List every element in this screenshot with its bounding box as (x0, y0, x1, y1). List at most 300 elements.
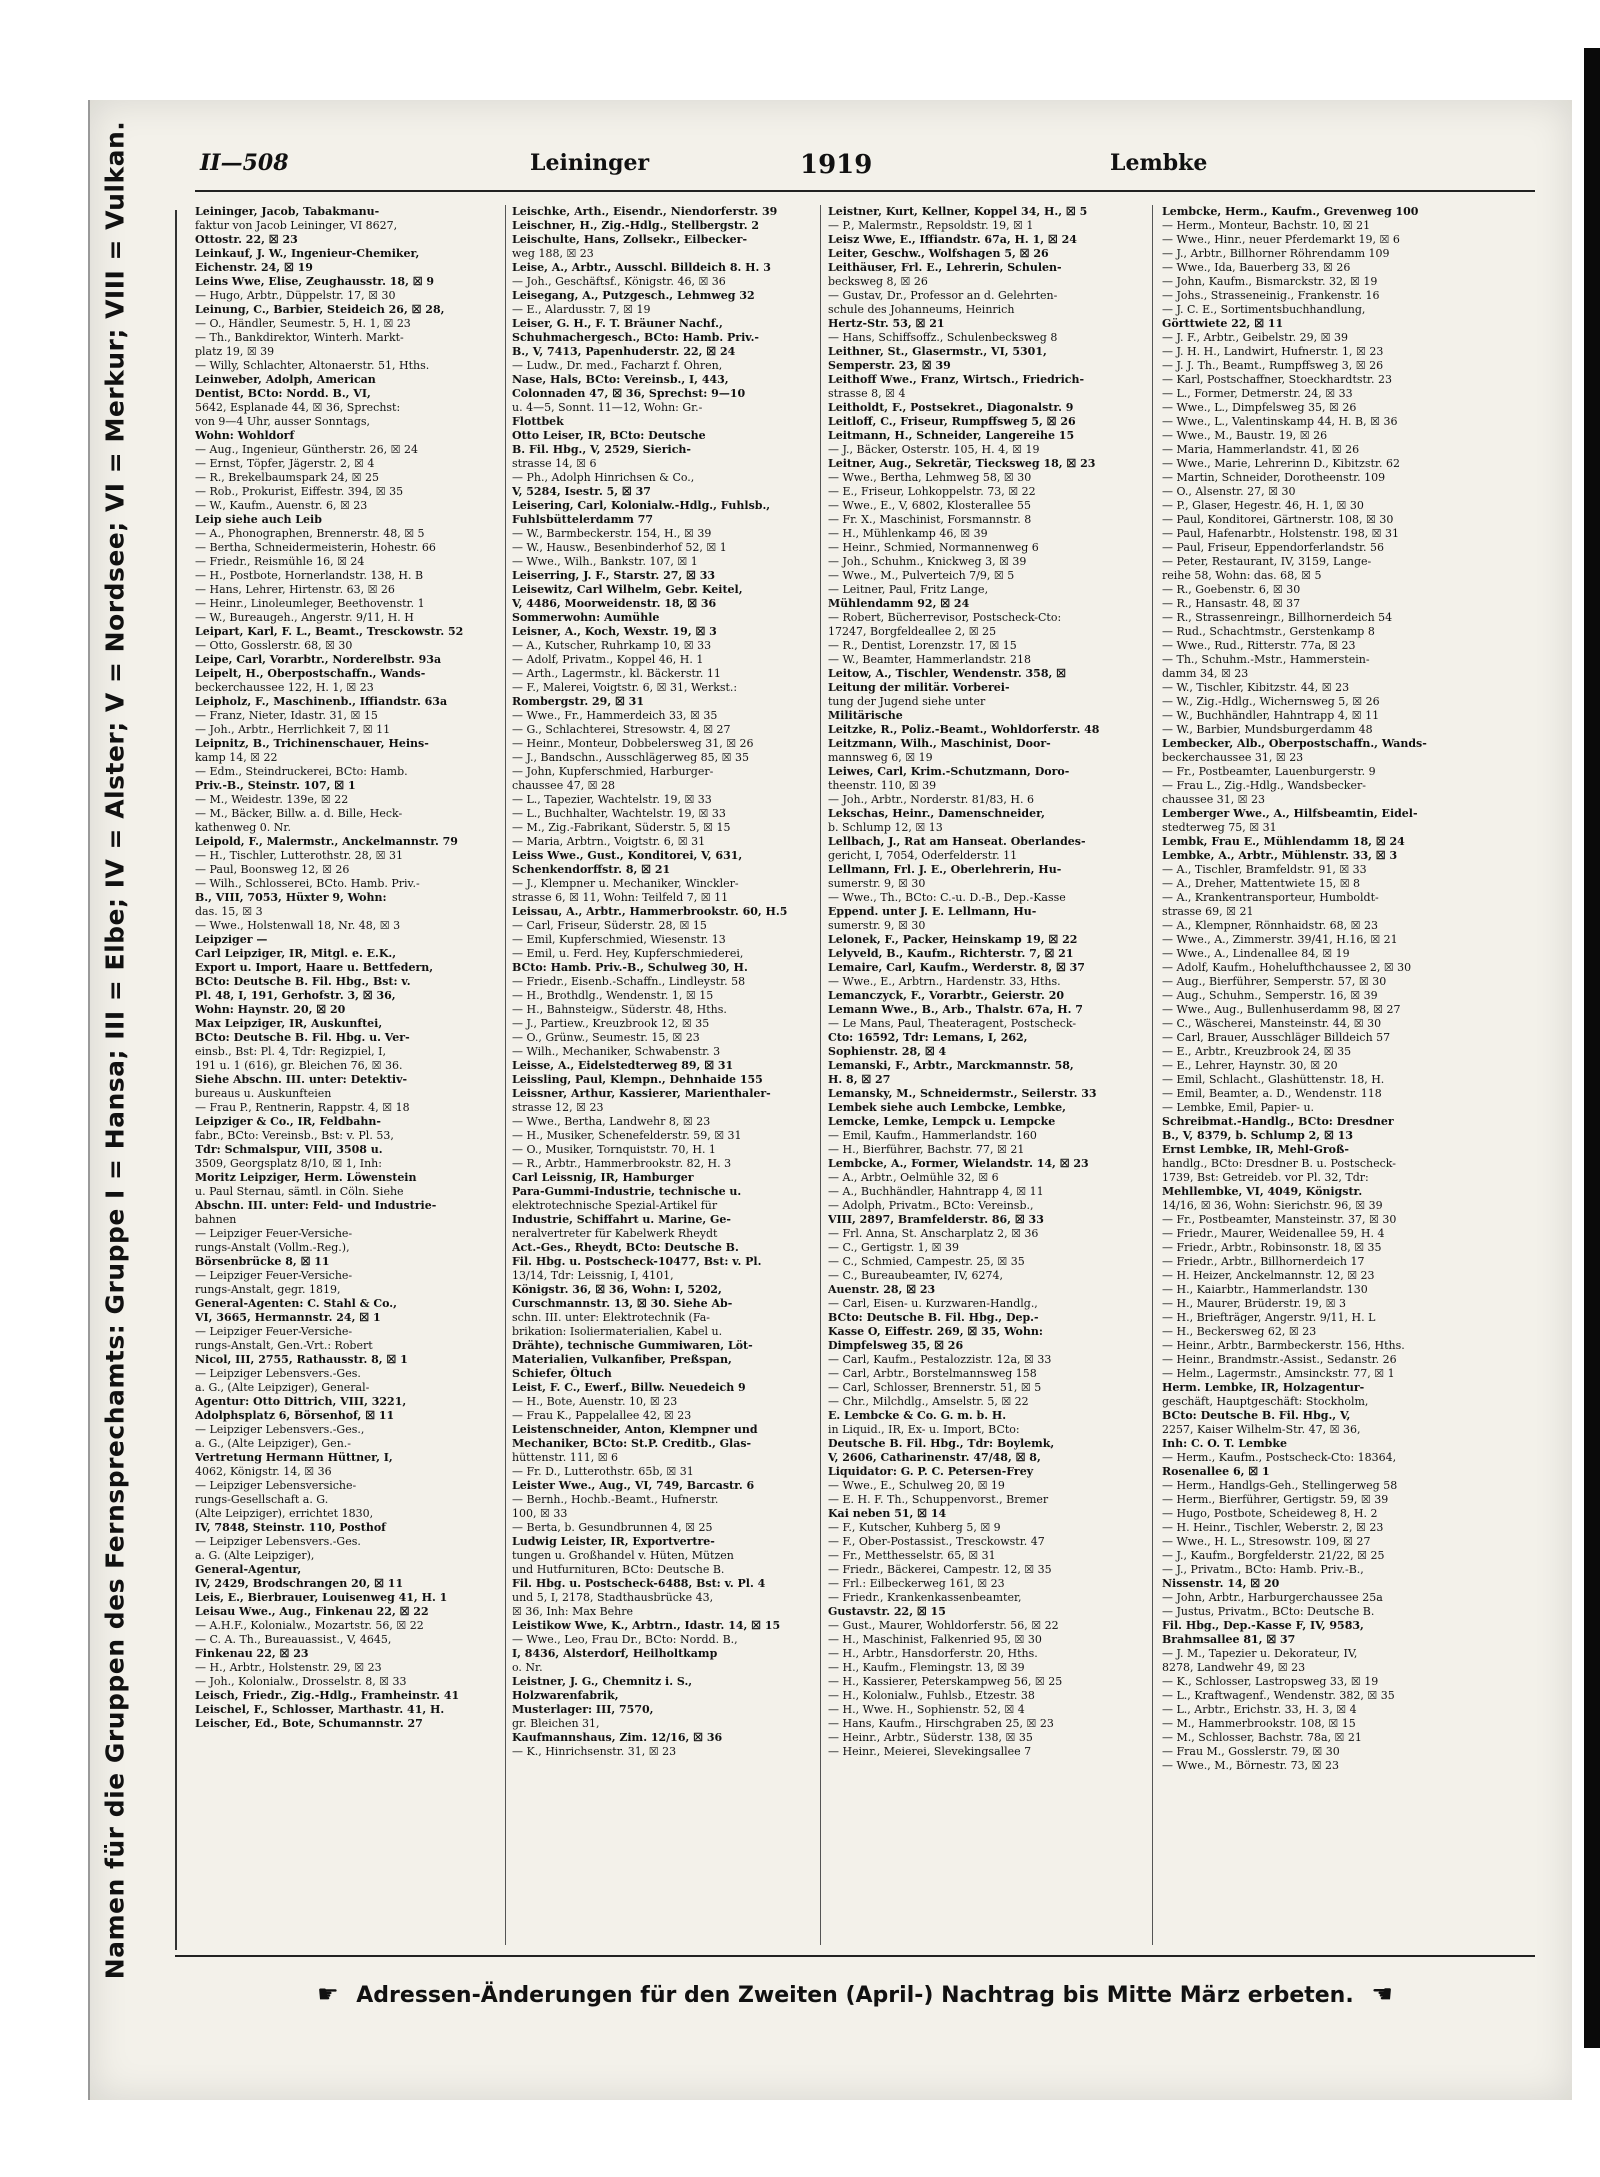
column-4 (1162, 205, 1532, 1945)
directory-entry-line: Leissling, Paul, Klempn., Dehnhaide 155 (512, 1073, 763, 1086)
directory-entry-line: — Maria, Arbtrn., Voigtstr. 6, ☒ 31 (512, 835, 706, 848)
directory-entry-line: — Adolf, Kaufm., Hohelufthchaussee 2, ☒ 30 (1162, 961, 1412, 974)
directory-entry-line: — H., Kaufm., Flemingstr. 13, ☒ 39 (828, 1661, 1025, 1674)
directory-entry-line: — H., Kassierer, Peterskampweg 56, ☒ 25 (828, 1675, 1063, 1688)
directory-entry-line: Deutsche B. Fil. Hbg., Tdr: Boylemk, (828, 1437, 1055, 1450)
directory-entry-line: Materialien, Vulkanfiber, Preßspan, (512, 1353, 732, 1366)
directory-entry-line: — M., Schlosser, Bachstr. 78a, ☒ 21 (1162, 1731, 1362, 1744)
directory-entry-line: E. Lembcke & Co. G. m. b. H. (828, 1409, 1007, 1422)
directory-entry-line: Inh: C. O. T. Lembke (1162, 1437, 1287, 1450)
directory-entry-line: — Aug., Schuhm., Semperstr. 16, ☒ 39 (1162, 989, 1378, 1002)
directory-entry-line: Schreibmat.-Handlg., BCto: Dresdner (1162, 1115, 1394, 1128)
directory-entry-line: — Joh., Geschäftsf., Königstr. 46, ☒ 36 (512, 275, 726, 288)
directory-entry-line: — Ph., Adolph Hinrichsen & Co., (512, 471, 695, 484)
directory-entry-line: Sophienstr. 28, ☒ 4 (828, 1045, 947, 1058)
directory-entry-line: kamp 14, ☒ 22 (195, 751, 278, 764)
column-divider (1152, 205, 1153, 1945)
directory-entry-line: — O., Grünw., Seumestr. 15, ☒ 23 (512, 1031, 700, 1044)
directory-entry-line: Carl Leipziger, IR, Mitgl. e. E.K., (195, 947, 397, 960)
directory-entry-line: Leisering, Carl, Kolonialw.-Hdlg., Fuhlsb., (512, 499, 771, 512)
directory-entry-line: Ludwig Leister, IR, Exportvertre- (512, 1535, 715, 1548)
directory-entry-line: — Leipziger Feuer-Versiche- (195, 1325, 353, 1338)
directory-entry-line: Leissau, A., Arbtr., Hammerbrookstr. 60, H.5 (512, 905, 788, 918)
directory-entry-line: Leipelt, H., Oberpostschaffn., Wands- (195, 667, 426, 680)
directory-entry-line: — H., Bote, Auenstr. 10, ☒ 23 (512, 1395, 678, 1408)
directory-entry-line: a. G. (Alte Leipziger), (195, 1549, 315, 1562)
directory-entry-line: — Heinr., Brandmstr.-Assist., Sedanstr. 26 (1162, 1353, 1397, 1366)
directory-entry-line: — H., Postbote, Hornerlandstr. 138, H. B (195, 569, 424, 582)
directory-entry-line: Leitner, Aug., Sekretär, Tiecksweg 18, ☒ 23 (828, 457, 1096, 470)
directory-entry-line: weg 188, ☒ 23 (512, 247, 594, 260)
directory-entry-line: Hertz-Str. 53, ☒ 21 (828, 317, 945, 330)
directory-entry-line: — H., Beckersweg 62, ☒ 23 (1162, 1325, 1317, 1338)
directory-entry-line: Leisch, Friedr., Zig.-Hdlg., Framheinstr. 41 (195, 1689, 460, 1702)
directory-entry-line: — Willy, Schlachter, Altonaerstr. 51, Hths. (195, 359, 430, 372)
directory-entry-line: theenstr. 110, ☒ 39 (828, 779, 937, 792)
directory-entry-line: B., V, 7413, Papenhuderstr. 22, ☒ 24 (512, 345, 736, 358)
directory-entry-line: — R., Dentist, Lorenzstr. 17, ☒ 15 (828, 639, 1017, 652)
directory-entry-line: Abschn. III. unter: Feld- und Industrie- (195, 1199, 437, 1212)
pointing-hand-icon: ☛ (317, 1980, 339, 2008)
directory-entry-line: BCto: Deutsche B. Fil. Hbg., Bst: v. (195, 975, 411, 988)
directory-entry-line: Mechaniker, BCto: St.P. Creditb., Glas- (512, 1437, 752, 1450)
directory-entry-line: — C., Schmied, Campestr. 25, ☒ 35 (828, 1255, 1025, 1268)
directory-entry-line: Leitow, A., Tischler, Wendenstr. 358, ☒ (828, 667, 1067, 680)
directory-entry-line: — E., Alardusstr. 7, ☒ 19 (512, 303, 651, 316)
side-rule (175, 210, 177, 1950)
directory-entry-line: — Frl.: Eilbeckerweg 161, ☒ 23 (828, 1577, 1005, 1590)
directory-entry-line: geschäft, Hauptgeschäft: Stockholm, (1162, 1395, 1369, 1408)
directory-entry-line: — Heinr., Schmied, Normannenweg 6 (828, 541, 1039, 554)
directory-entry-line: — Peter, Restaurant, IV, 3159, Lange- (1162, 555, 1372, 568)
directory-entry-line: Herm. Lembke, IR, Holzagentur- (1162, 1381, 1365, 1394)
directory-entry-line: Leisse, A., Eidelstedterweg 89, ☒ 31 (512, 1059, 734, 1072)
directory-entry-line: strasse 6, ☒ 11, Wohn: Teilfeld 7, ☒ 11 (512, 891, 729, 904)
directory-entry-line: — J. J. Th., Beamt., Rumpffsweg 3, ☒ 26 (1162, 359, 1384, 372)
directory-entry-line: Leissner, Arthur, Kassierer, Marienthaler- (512, 1087, 771, 1100)
directory-entry-line: — Justus, Privatm., BCto: Deutsche B. (1162, 1605, 1375, 1618)
directory-entry-line: — A., Klempner, Rönnhaidstr. 68, ☒ 23 (1162, 919, 1379, 932)
directory-entry-line: Curschmannstr. 13, ☒ 30. Siehe Ab- (512, 1297, 733, 1310)
directory-entry-line: — Leipziger Lebensversiche- (195, 1479, 357, 1492)
directory-entry-line: schn. III. unter: Elektrotechnik (Fa- (512, 1311, 710, 1324)
directory-entry-line: B., V, 8379, b. Schlump 2, ☒ 13 (1162, 1129, 1353, 1142)
directory-entry-line: Leipziger & Co., IR, Feldbahn- (195, 1115, 381, 1128)
directory-entry-line: — A., Kutscher, Ruhrkamp 10, ☒ 33 (512, 639, 712, 652)
directory-entry-line: Fil. Hbg. u. Postscheck-10477, Bst: v. Pl. (512, 1255, 762, 1268)
directory-entry-line: — Aug., Ingenieur, Güntherstr. 26, ☒ 24 (195, 443, 418, 456)
directory-entry-line: rungs-Anstalt (Vollm.-Reg.), (195, 1241, 350, 1254)
directory-entry-line: Leisz Wwe, E., Iffiandstr. 67a, H. 1, ☒ 24 (828, 233, 1077, 246)
directory-entry-line: — J., Bandschn., Ausschlägerweg 85, ☒ 35 (512, 751, 750, 764)
directory-entry-line: Leitmann, H., Schneider, Langereihe 15 (828, 429, 1075, 442)
directory-entry-line: — Frau M., Gosslerstr. 79, ☒ 30 (1162, 1745, 1340, 1758)
header-rule (195, 190, 1535, 192)
directory-entry-line: — Wwe., M., Baustr. 19, ☒ 26 (1162, 429, 1328, 442)
directory-entry-line: hüttenstr. 111, ☒ 6 (512, 1451, 619, 1464)
directory-entry-line: — W., Bureaugeh., Angerstr. 9/11, H. H (195, 611, 414, 624)
directory-entry-line: — P., Glaser, Hegestr. 46, H. 1, ☒ 30 (1162, 499, 1364, 512)
directory-entry-line: — C., Gertigstr. 1, ☒ 39 (828, 1241, 960, 1254)
directory-entry-line: Lelonek, F., Packer, Heinskamp 19, ☒ 22 (828, 933, 1078, 946)
directory-entry-line: — H., Bierführer, Bachstr. 77, ☒ 21 (828, 1143, 1025, 1156)
directory-entry-line: tung der Jugend siehe unter (828, 695, 986, 708)
directory-entry-line: 13/14, Tdr: Leissnig, I, 4101, (512, 1269, 674, 1282)
directory-entry-line: Leipholz, F., Maschinenb., Iffiandstr. 63a (195, 695, 448, 708)
directory-entry-line: — J., Klempner u. Mechaniker, Winckler- (512, 877, 739, 890)
directory-entry-line: ☒ 36, Inh: Max Behre (512, 1605, 634, 1618)
directory-entry-line: Moritz Leipziger, Herm. Löwenstein (195, 1171, 417, 1184)
directory-entry-line: — Wwe., Rud., Ritterstr. 77a, ☒ 23 (1162, 639, 1356, 652)
directory-entry-line: — Heinr., Meierei, Slevekingsallee 7 (828, 1745, 1032, 1758)
directory-entry-line: — E., Friseur, Lohkoppelstr. 73, ☒ 22 (828, 485, 1036, 498)
directory-entry-line: — Wwe., E., V, 6802, Klosterallee 55 (828, 499, 1032, 512)
directory-entry-line: — Chr., Milchdlg., Amselstr. 5, ☒ 22 (828, 1395, 1029, 1408)
directory-entry-line: — Arth., Lagermstr., kl. Bäckerstr. 11 (512, 667, 721, 680)
directory-entry-line: Leinweber, Adolph, American (195, 373, 376, 386)
directory-entry-line: 100, ☒ 33 (512, 1507, 568, 1520)
directory-entry-line: — Hans, Schiffsoffz., Schulenbecksweg 8 (828, 331, 1058, 344)
directory-entry-line: Lembecker, Alb., Oberpostschaffn., Wands- (1162, 737, 1427, 750)
directory-entry-line: — J. M., Tapezier u. Dekorateur, IV, (1162, 1647, 1358, 1660)
directory-entry-line: Auenstr. 28, ☒ 23 (828, 1283, 936, 1296)
directory-entry-line: — Leipziger Lebensvers.-Ges. (195, 1367, 361, 1380)
directory-entry-line: V, 2606, Catharinenstr. 47/48, ☒ 8, (828, 1451, 1041, 1464)
directory-entry-line: Leitloff, C., Friseur, Rumpffsweg 5, ☒ 26 (828, 415, 1076, 428)
directory-entry-line: 4062, Königstr. 14, ☒ 36 (195, 1465, 332, 1478)
directory-entry-line: gr. Bleichen 31, (512, 1717, 600, 1730)
directory-entry-line: Lemansky, M., Schneidermstr., Seilerstr. 33 (828, 1087, 1097, 1100)
directory-entry-line: Leipart, Karl, F. L., Beamt., Tresckowstr. 52 (195, 625, 464, 638)
directory-entry-line: — Frl. Anna, St. Anscharplatz 2, ☒ 36 (828, 1227, 1039, 1240)
directory-entry-line: — E., Arbtr., Kreuzbrook 24, ☒ 35 (1162, 1045, 1352, 1058)
directory-entry-line: B. Fil. Hbg., V, 2529, Sierich- (512, 443, 691, 456)
directory-entry-line: Leistner, J. G., Chemnitz i. S., (512, 1675, 693, 1688)
directory-entry-line: Lemcke, Lemke, Lempck u. Lempcke (828, 1115, 1056, 1128)
directory-entry-line: — Helm., Lagermstr., Amsinckstr. 77, ☒ 1 (1162, 1367, 1395, 1380)
directory-entry-line: neralvertreter für Kabelwerk Rheydt (512, 1227, 718, 1240)
directory-entry-line: rungs-Anstalt, gegr. 1819, (195, 1283, 341, 1296)
directory-entry-line: — Leipziger Lebensvers.-Ges., (195, 1423, 365, 1436)
directory-entry-line: — A.H.F., Kolonialw., Mozartstr. 56, ☒ 22 (195, 1619, 424, 1632)
directory-entry-line: Eichenstr. 24, ☒ 19 (195, 261, 313, 274)
directory-entry-line: — C., Bureaubeamter, IV, 6274, (828, 1269, 1003, 1282)
directory-entry-line: — H. Heizer, Anckelmannstr. 12, ☒ 23 (1162, 1269, 1375, 1282)
directory-entry-line: von 9—4 Uhr, ausser Sonntags, (195, 415, 370, 428)
directory-entry-line: Fil. Hbg. u. Postscheck-6488, Bst: v. Pl. 4 (512, 1577, 766, 1590)
directory-entry-line: fabr., BCto: Vereinsb., Bst: v. Pl. 53, (195, 1129, 394, 1142)
directory-entry-line: — Hans, Kaufm., Hirschgraben 25, ☒ 23 (828, 1717, 1054, 1730)
column-2 (512, 205, 812, 1945)
directory-entry-line: — Carl, Eisen- u. Kurzwaren-Handlg., (828, 1297, 1038, 1310)
directory-entry-line: — W., Kaufm., Auenstr. 6, ☒ 23 (195, 499, 368, 512)
directory-entry-line: — M., Weidestr. 139e, ☒ 22 (195, 793, 349, 806)
directory-entry-line: V, 4486, Moorweidenstr. 18, ☒ 36 (512, 597, 717, 610)
directory-entry-line: 2257, Kaiser Wilhelm-Str. 47, ☒ 36, (1162, 1423, 1361, 1436)
directory-entry-line: gericht, I, 7054, Oderfelderstr. 11 (828, 849, 1018, 862)
directory-entry-line: — J., Arbtr., Billhorner Röhrendamm 109 (1162, 247, 1390, 260)
directory-entry-line: Leischel, F., Schlosser, Marthastr. 41, H. (195, 1703, 445, 1716)
directory-entry-line: — Friedr., Krankenkassenbeamter, (828, 1591, 1022, 1604)
directory-entry-line: rungs-Anstalt, Gen.-Vrt.: Robert (195, 1339, 373, 1352)
directory-entry-line: — H., Briefträger, Angerstr. 9/11, H. L (1162, 1311, 1376, 1324)
directory-entry-line: — Lembke, Emil, Papier- u. (1162, 1101, 1315, 1114)
directory-entry-line: Königstr. 36, ☒ 36, Wohn: I, 5202, (512, 1283, 722, 1296)
directory-entry-line: — Wwe., Th., BCto: C.-u. D.-B., Dep.-Kasse (828, 891, 1066, 904)
directory-entry-line: Max Leipziger, IR, Auskunftei, (195, 1017, 383, 1030)
directory-entry-line: Holzwarenfabrik, (512, 1689, 619, 1702)
header-first-name: Leininger (530, 150, 650, 176)
directory-entry-line: Otto Leiser, IR, BCto: Deutsche (512, 429, 706, 442)
directory-entry-line: — Leipziger Feuer-Versiche- (195, 1227, 353, 1240)
directory-entry-line: 5642, Esplanade 44, ☒ 36, Sprechst: (195, 401, 401, 414)
directory-entry-line: — Herm., Kaufm., Postscheck-Cto: 18364, (1162, 1451, 1397, 1464)
directory-entry-line: Siehe Abschn. III. unter: Detektiv- (195, 1073, 408, 1086)
directory-entry-line: — H., Mühlenkamp 46, ☒ 39 (828, 527, 988, 540)
directory-entry-line: V, 5284, Isestr. 5, ☒ 37 (512, 485, 651, 498)
directory-entry-line: rungs-Gesellschaft a. G. (195, 1493, 329, 1506)
directory-entry-line: Leisegang, A., Putzgesch., Lehmweg 32 (512, 289, 755, 302)
directory-entry-line: — M., Hammerbrookstr. 108, ☒ 15 (1162, 1717, 1356, 1730)
directory-entry-line: — F., Malerei, Voigtstr. 6, ☒ 31, Werkst.: (512, 681, 738, 694)
directory-entry-line: — Friedr., Reismühle 16, ☒ 24 (195, 555, 365, 568)
directory-entry-line: — Th., Bankdirektor, Winterh. Markt- (195, 331, 404, 344)
directory-entry-line: Leipnitz, B., Trichinenschauer, Heins- (195, 737, 429, 750)
directory-entry-line: — H., Arbtr., Holstenstr. 29, ☒ 23 (195, 1661, 382, 1674)
directory-entry-line: — H., Kolonialw., Fuhlsb., Etzestr. 38 (828, 1689, 1035, 1702)
directory-entry-line: Rosenallee 6, ☒ 1 (1162, 1465, 1270, 1478)
page-number: II—508 (200, 150, 289, 176)
directory-entry-line: Act.-Ges., Rheydt, BCto: Deutsche B. (512, 1241, 739, 1254)
directory-entry-line: — Rob., Prokurist, Eiffestr. 394, ☒ 35 (195, 485, 404, 498)
directory-entry-line: — Emil, Beamter, a. D., Wendenstr. 118 (1162, 1087, 1382, 1100)
directory-entry-line: — K., Schlosser, Lastropsweg 33, ☒ 19 (1162, 1675, 1379, 1688)
directory-entry-line: chaussee 47, ☒ 28 (512, 779, 616, 792)
directory-entry-line: Dentist, BCto: Nordd. B., VI, (195, 387, 371, 400)
directory-entry-line: Leischner, H., Zig.-Hdlg., Stellbergstr. 2 (512, 219, 760, 232)
directory-entry-line: Vertretung Hermann Hüttner, I, (195, 1451, 393, 1464)
directory-entry-line: Drähte), technische Gummiwaren, Löt- (512, 1339, 753, 1352)
directory-entry-line: — L., Arbtr., Erichstr. 33, H. 3, ☒ 4 (1162, 1703, 1357, 1716)
directory-entry-line: Leisner, A., Koch, Wexstr. 19, ☒ 3 (512, 625, 717, 638)
directory-entry-line: — Bertha, Schneidermeisterin, Hohestr. 66 (195, 541, 436, 554)
directory-entry-line: Finkenau 22, ☒ 23 (195, 1647, 309, 1660)
directory-entry-line: — Aug., Bierführer, Semperstr. 57, ☒ 30 (1162, 975, 1387, 988)
directory-entry-line: — K., Hinrichsenstr. 31, ☒ 23 (512, 1745, 677, 1758)
directory-entry-line: — Heinr., Linoleumleger, Beethovenstr. 1 (195, 597, 425, 610)
directory-entry-line: strasse 8, ☒ 4 (828, 387, 906, 400)
directory-entry-line: Leiter, Geschw., Wolfshagen 5, ☒ 26 (828, 247, 1049, 260)
directory-entry-line: Lekschas, Heinr., Damenschneider, (828, 807, 1045, 820)
directory-entry-line: Leischulte, Hans, Zollsekr., Eilbecker- (512, 233, 748, 246)
directory-entry-line: — A., Buchhändler, Hahntrapp 4, ☒ 11 (828, 1185, 1044, 1198)
directory-entry-line: — M., Bäcker, Billw. a. d. Bille, Heck- (195, 807, 403, 820)
directory-entry-line: — Wwe., Bertha, Lehmweg 58, ☒ 30 (828, 471, 1032, 484)
directory-entry-line: — Wwe., L., Dimpfelsweg 35, ☒ 26 (1162, 401, 1357, 414)
directory-entry-line: — Leitner, Paul, Fritz Lange, (828, 583, 989, 596)
directory-entry-line: — Ernst, Töpfer, Jägerstr. 2, ☒ 4 (195, 457, 375, 470)
directory-entry-line: a. G., (Alte Leipziger), Gen.- (195, 1437, 351, 1450)
directory-entry-line: Pl. 48, I, 191, Gerhofstr. 3, ☒ 36, (195, 989, 396, 1002)
directory-entry-line: — Frau K., Pappelallee 42, ☒ 23 (512, 1409, 692, 1422)
directory-entry-line: — L., Former, Detmerstr. 24, ☒ 33 (1162, 387, 1353, 400)
directory-entry-line: sumerstr. 9, ☒ 30 (828, 919, 926, 932)
directory-entry-line: — Adolph, Privatm., BCto: Vereinsb., (828, 1199, 1034, 1212)
directory-entry-line: — J., Privatm., BCto: Hamb. Priv.-B., (1162, 1563, 1364, 1576)
directory-entry-line: Leischke, Arth., Eisendr., Niendorferstr. 39 (512, 205, 778, 218)
directory-entry-line: Leistenschneider, Anton, Klempner und (512, 1423, 758, 1436)
directory-entry-line: BCto: Deutsche B. Fil. Hbg., V, (1162, 1409, 1351, 1422)
directory-entry-line: strasse 14, ☒ 6 (512, 457, 597, 470)
directory-entry-line: — Heinr., Arbtr., Süderstr. 138, ☒ 35 (828, 1731, 1033, 1744)
directory-entry-line: Lellmann, Frl. J. E., Oberlehrerin, Hu- (828, 863, 1062, 876)
directory-entry-line: Sommerwohn: Aumühle (512, 611, 660, 624)
directory-entry-line: — J., Kaufm., Borgfelderstr. 21/22, ☒ 25 (1162, 1549, 1385, 1562)
directory-entry-line: — Carl, Arbtr., Borstelmannsweg 158 (828, 1367, 1037, 1380)
directory-entry-line: — H., Bahnsteigw., Süderstr. 48, Hths. (512, 1003, 727, 1016)
footer (175, 1980, 1535, 2020)
directory-entry-line: und Hutfurnituren, BCto: Deutsche B. (512, 1563, 725, 1576)
header-year: 1919 (800, 150, 873, 180)
directory-entry-line: becksweg 8, ☒ 26 (828, 275, 928, 288)
directory-entry-line: — R., Brekelbaumspark 24, ☒ 25 (195, 471, 379, 484)
directory-entry-line: — J., Bäcker, Osterstr. 105, H. 4, ☒ 19 (828, 443, 1040, 456)
directory-entry-line: — Le Mans, Paul, Theateragent, Postscheck- (828, 1017, 1077, 1030)
directory-entry-line: — Wwe., Bertha, Landwehr 8, ☒ 23 (512, 1115, 711, 1128)
directory-entry-line: — Emil, Kaufm., Hammerlandstr. 160 (828, 1129, 1037, 1142)
directory-entry-line: — Adolf, Privatm., Koppel 46, H. 1 (512, 653, 704, 666)
directory-entry-line: Dimpfelsweg 35, ☒ 26 (828, 1339, 964, 1352)
directory-entry-line: Priv.-B., Steinstr. 107, ☒ 1 (195, 779, 356, 792)
directory-entry-line: — R., Hansastr. 48, ☒ 37 (1162, 597, 1301, 610)
directory-entry-line: strasse 69, ☒ 21 (1162, 905, 1254, 918)
directory-entry-line: — Herm., Handlgs-Geh., Stellingerweg 58 (1162, 1479, 1398, 1492)
directory-entry-line: Mühlendamm 92, ☒ 24 (828, 597, 970, 610)
directory-entry-line: — John, Kupferschmied, Harburger- (512, 765, 714, 778)
directory-entry-line: Leis, E., Bierbrauer, Louisenweg 41, H. 1 (195, 1591, 448, 1604)
directory-entry-line: — Wwe., Holstenwall 18, Nr. 48, ☒ 3 (195, 919, 401, 932)
directory-entry-line: — Johs., Strasseneinig., Frankenstr. 16 (1162, 289, 1380, 302)
directory-entry-line: Leithäuser, Frl. E., Lehrerin, Schulen- (828, 261, 1062, 274)
directory-entry-line: IV, 2429, Brodschrangen 20, ☒ 11 (195, 1577, 404, 1590)
directory-entry-line: Leipold, F., Malermstr., Anckelmannstr. 79 (195, 835, 458, 848)
directory-entry-line: Leisau Wwe., Aug., Finkenau 22, ☒ 22 (195, 1605, 429, 1618)
directory-entry-line: sumerstr. 9, ☒ 30 (828, 877, 926, 890)
directory-entry-line: Leistikow Wwe, K., Arbtrn., Idastr. 14, ☒ 15 (512, 1619, 781, 1632)
directory-entry-line: — John, Kaufm., Bismarckstr. 32, ☒ 19 (1162, 275, 1378, 288)
directory-entry-line: Leithner, St., Glasermstr., VI, 5301, (828, 345, 1047, 358)
column-1 (195, 205, 495, 1945)
footer-text: Adressen-Änderungen für den Zweiten (April-) Nachtrag bis Mitte März erbeten. (356, 1983, 1354, 2008)
directory-entry-line: BCto: Deutsche B. Fil. Hbg. u. Ver- (195, 1031, 410, 1044)
directory-entry-line: — Wwe., Marie, Lehrerinn D., Kibitzstr. 62 (1162, 457, 1400, 470)
directory-entry-line: 8278, Landwehr 49, ☒ 23 (1162, 1661, 1306, 1674)
directory-entry-line: 1739, Bst: Getreideb. vor Pl. 32, Tdr: (1162, 1171, 1369, 1184)
directory-entry-line: — Carl, Friseur, Süderstr. 28, ☒ 15 (512, 919, 707, 932)
directory-entry-line: Lellbach, J., Rat am Hanseat. Oberlandes- (828, 835, 1086, 848)
directory-entry-line: — H., Arbtr., Hansdorferstr. 20, Hths. (828, 1647, 1038, 1660)
directory-entry-line: — Gust., Maurer, Wohldorferstr. 56, ☒ 22 (828, 1619, 1059, 1632)
directory-entry-line: — Carl, Kaufm., Pestalozzistr. 12a, ☒ 33 (828, 1353, 1052, 1366)
footer-rule (175, 1955, 1535, 1957)
page-header (110, 150, 1208, 180)
directory-entry-line: in Liquid., IR, Ex- u. Import, BCto: (828, 1423, 1020, 1436)
directory-entry-line: — E. H. F. Th., Schuppenvorst., Bremer (828, 1493, 1049, 1506)
directory-entry-line: — Fr. X., Maschinist, Forsmannstr. 8 (828, 513, 1032, 526)
directory-entry-line: — Herm., Bierführer, Gertigstr. 59, ☒ 39 (1162, 1493, 1389, 1506)
directory-entry-line: — W., Beamter, Hammerlandstr. 218 (828, 653, 1032, 666)
directory-entry-line: Colonnaden 47, ☒ 36, Sprechst: 9—10 (512, 387, 746, 400)
directory-entry-line: — Franz, Nieter, Idastr. 31, ☒ 15 (195, 709, 378, 722)
directory-entry-line: — R., Strassenreingr., Billhornerdeich 54 (1162, 611, 1393, 624)
directory-entry-line: u. Paul Sternau, sämtl. in Cöln. Siehe (195, 1185, 404, 1198)
directory-entry-line: — H., Maschinist, Falkenried 95, ☒ 30 (828, 1633, 1042, 1646)
directory-entry-line: Flottbek (512, 415, 564, 428)
directory-entry-line: Gustavstr. 22, ☒ 15 (828, 1605, 946, 1618)
directory-entry-line: Nissenstr. 14, ☒ 20 (1162, 1577, 1280, 1590)
directory-entry-line: — Bernh., Hochb.-Beamt., Hufnerstr. (512, 1493, 719, 1506)
directory-entry-line: — Th., Schuhm.-Mstr., Hammerstein- (1162, 653, 1370, 666)
directory-entry-line: brikation: Isoliermaterialien, Kabel u. (512, 1325, 723, 1338)
directory-entry-line: 3509, Georgsplatz 8/10, ☒ 1, Inh: (195, 1157, 382, 1170)
directory-entry-line: (Alte Leipziger), errichtet 1830, (195, 1507, 374, 1520)
directory-entry-line: elektrotechnische Spezial-Artikel für (512, 1199, 718, 1212)
directory-entry-line: Leithoff Wwe., Franz, Wirtsch., Friedrich- (828, 373, 1085, 386)
directory-entry-line: — Joh., Arbtr., Norderstr. 81/83, H. 6 (828, 793, 1035, 806)
directory-entry-line: — H. Heinr., Tischler, Weberstr. 2, ☒ 23 (1162, 1521, 1384, 1534)
directory-entry-line: — H., Wwe. H., Sophienstr. 52, ☒ 4 (828, 1703, 1025, 1716)
directory-entry-line: Lelyveld, B., Kaufm., Richterstr. 7, ☒ 21 (828, 947, 1074, 960)
directory-entry-line: das. 15, ☒ 3 (195, 905, 263, 918)
directory-entry-line: Nicol, III, 2755, Rathausstr. 8, ☒ 1 (195, 1353, 408, 1366)
directory-entry-line: Eppend. unter J. E. Lellmann, Hu- (828, 905, 1037, 918)
directory-entry-line: Rombergstr. 29, ☒ 31 (512, 695, 644, 708)
directory-entry-line: — O., Händler, Seumestr. 5, H. 1, ☒ 23 (195, 317, 411, 330)
directory-entry-line: beckerchaussee 31, ☒ 23 (1162, 751, 1304, 764)
directory-entry-line: — Fr. D., Lutterothstr. 65b, ☒ 31 (512, 1465, 694, 1478)
directory-entry-line: Lemanczyck, F., Vorarbtr., Geierstr. 20 (828, 989, 1065, 1002)
directory-entry-line: — L., Tapezier, Wachtelstr. 19, ☒ 33 (512, 793, 712, 806)
directory-entry-line: — Joh., Schuhm., Knickweg 3, ☒ 39 (828, 555, 1027, 568)
directory-entry-line: — A., Phonographen, Brennerstr. 48, ☒ 5 (195, 527, 425, 540)
directory-entry-line: u. 4—5, Sonnt. 11—12, Wohn: Gr.- (512, 401, 703, 414)
directory-entry-line: Fuhlsbüttelerdamm 77 (512, 513, 654, 526)
column-3 (828, 205, 1138, 1945)
directory-entry-line: Carl Leissnig, IR, Hamburger (512, 1171, 694, 1184)
directory-entry-line: — M., Zig.-Fabrikant, Süderstr. 5, ☒ 15 (512, 821, 731, 834)
directory-entry-line: — W., Zig.-Hdlg., Wichernsweg 5, ☒ 26 (1162, 695, 1380, 708)
directory-entry-line: Leip siehe auch Leib (195, 513, 322, 526)
directory-entry-line: Ernst Lembke, IR, Mehl-Groß- (1162, 1143, 1349, 1156)
directory-entry-line: Mehllembke, VI, 4049, Königstr. (1162, 1185, 1363, 1198)
directory-entry-line: — Fr., Postbeamter, Mansteinstr. 37, ☒ 30 (1162, 1213, 1397, 1226)
directory-entry-line: Görttwiete 22, ☒ 11 (1162, 317, 1284, 330)
directory-entry-line: — Joh., Arbtr., Herrlichkeit 7, ☒ 11 (195, 723, 391, 736)
directory-entry-line: — A., Arbtr., Oelmühle 32, ☒ 6 (828, 1171, 999, 1184)
directory-entry-line: — Leipziger Feuer-Versiche- (195, 1269, 353, 1282)
directory-entry-line: — R., Goebenstr. 6, ☒ 30 (1162, 583, 1301, 596)
directory-entry-line: — Rud., Schachtmstr., Gerstenkamp 8 (1162, 625, 1375, 638)
directory-entry-line: Leister Wwe., Aug., VI, 749, Barcastr. 6 (512, 1479, 755, 1492)
directory-entry-line: Militärische (828, 709, 903, 722)
directory-entry-line: — Fr., Metthesselstr. 65, ☒ 31 (828, 1549, 996, 1562)
directory-entry-line: Wohn: Haynstr. 20, ☒ 20 (195, 1003, 346, 1016)
directory-entry-line: — Hugo, Postbote, Scheideweg 8, H. 2 (1162, 1507, 1378, 1520)
directory-entry-line: — L., Kraftwagenf., Wendenstr. 382, ☒ 35 (1162, 1689, 1395, 1702)
directory-entry-line: Lembcke, A., Former, Wielandstr. 14, ☒ 23 (828, 1157, 1089, 1170)
directory-entry-line: IV, 7848, Steinstr. 110, Posthof (195, 1521, 386, 1534)
side-banner-text: Namen für die Gruppen des Fernsprechamts: Gruppe I = Hansa; III = Elbe; IV = Alster; V = Nordsee; VI = Merkur; VIII = Vulkan. (100, 120, 130, 1980)
